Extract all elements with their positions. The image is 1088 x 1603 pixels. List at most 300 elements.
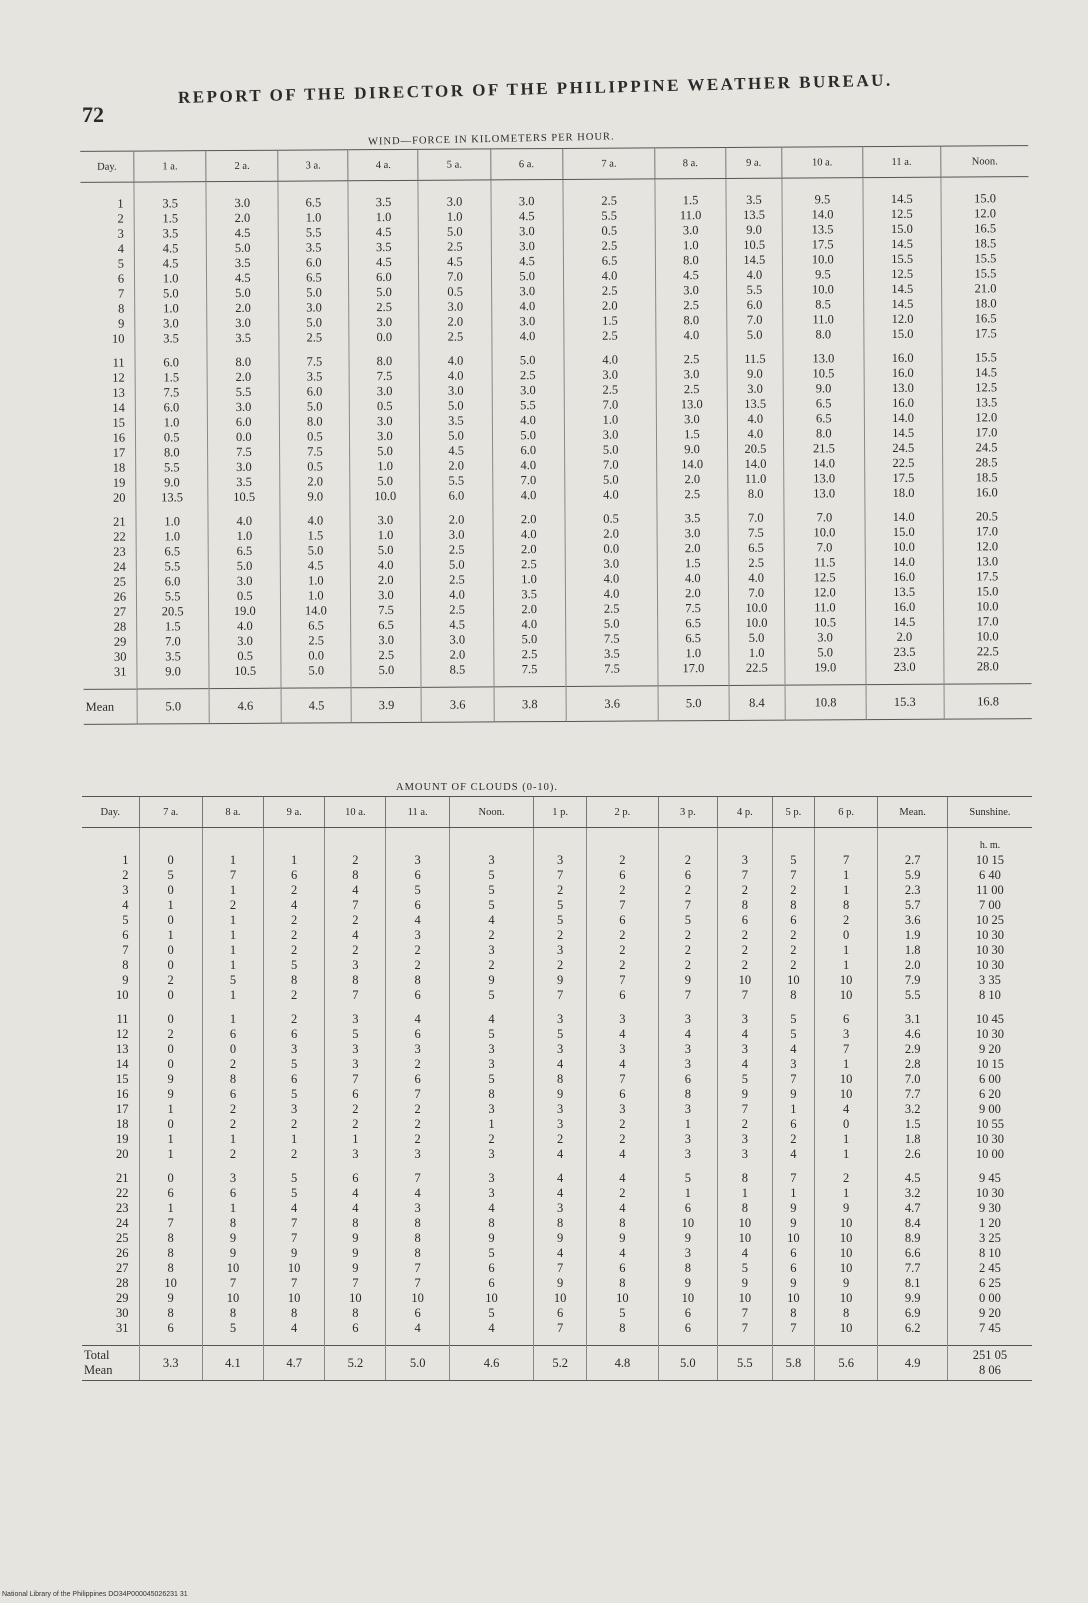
value-cell: 8 — [202, 1072, 263, 1087]
value-cell: 9 — [658, 1276, 717, 1291]
value-cell: 7 — [202, 868, 263, 883]
value-cell: 15.0 — [865, 525, 943, 540]
value-cell: 3 — [449, 1102, 533, 1117]
value-cell: 6 — [386, 1306, 449, 1321]
value-cell: 5.0 — [279, 315, 349, 330]
value-cell: 4 — [814, 1102, 877, 1117]
value-cell: 5.0 — [565, 616, 658, 632]
value-cell: 7 — [587, 1072, 659, 1087]
clouds-row — [82, 1027, 1032, 1042]
value-cell: 5.0 — [421, 557, 493, 572]
value-cell: 7 — [534, 1321, 587, 1336]
value-cell: 10.0 — [943, 599, 1031, 615]
day-cell: 24 — [113, 559, 126, 574]
value-cell: 7 — [325, 988, 386, 1003]
value-cell: 1.8 — [878, 1132, 948, 1147]
value-cell: 17.0 — [943, 614, 1031, 630]
value-cell: 2 — [386, 1057, 449, 1072]
value-cell: 8.0 — [656, 313, 726, 328]
value-cell: 6.5 — [278, 195, 348, 210]
value-cell: 3 — [658, 1246, 717, 1261]
value-cell: 7.0 — [726, 313, 783, 328]
value-cell: 14.5 — [726, 253, 783, 268]
value-cell: 9.0 — [726, 223, 783, 238]
mean-value: 3.8 — [494, 686, 566, 721]
mean-label: Mean — [84, 689, 138, 724]
value-cell: 4.0 — [564, 352, 657, 368]
day-cell: 18 — [112, 460, 126, 475]
value-cell: 8 — [772, 898, 814, 913]
value-cell: 6 — [386, 988, 449, 1003]
value-cell: 3 — [449, 943, 533, 958]
value-cell: 4.5 — [420, 443, 492, 458]
value-cell: 5.0 — [207, 286, 279, 301]
day-cell: 12 — [112, 370, 125, 385]
value-cell: 6 — [386, 868, 449, 883]
value-cell: 22.5 — [864, 456, 942, 471]
day-cell: 8 — [122, 958, 129, 972]
value-cell: 4.0 — [565, 586, 658, 602]
value-cell: 6.0 — [208, 415, 280, 430]
value-cell: 2 — [449, 928, 533, 943]
value-cell: 15.0 — [863, 327, 941, 342]
mean-value: 4.5 — [281, 688, 351, 723]
spacer-cell — [717, 1162, 772, 1171]
day-cell: 9 — [122, 973, 129, 987]
spacer-cell — [202, 1003, 263, 1012]
value-cell: 10 — [139, 1276, 202, 1291]
value-cell: 8 — [325, 973, 386, 988]
value-cell: 6 20 — [947, 1087, 1032, 1102]
value-cell: 2 — [717, 928, 772, 943]
value-cell: 8.0 — [349, 354, 419, 369]
spacer-cell — [139, 828, 202, 854]
value-cell: 1 — [202, 958, 263, 973]
value-cell: 10 — [814, 1321, 877, 1336]
value-cell: 2 — [717, 958, 772, 973]
value-cell: 5.0 — [564, 442, 657, 458]
value-cell: 2 — [386, 1102, 449, 1117]
value-cell: 13.5 — [727, 397, 784, 412]
column-header: 1 p. — [534, 797, 587, 828]
value-cell: 3.1 — [878, 1012, 948, 1027]
spacer-cell — [656, 343, 726, 352]
value-cell: 13.0 — [784, 486, 864, 501]
value-cell: 7 — [717, 1102, 772, 1117]
value-cell: 6.0 — [726, 298, 783, 313]
value-cell: 6.5 — [281, 618, 351, 633]
spacer-cell — [947, 1003, 1032, 1012]
day-cell: 2 — [117, 211, 124, 226]
value-cell: 0 — [139, 1117, 202, 1132]
value-cell: 7 — [587, 898, 659, 913]
value-cell: 3.0 — [420, 383, 492, 398]
value-cell: 1.0 — [281, 573, 351, 588]
column-header: 9 a. — [264, 797, 325, 828]
value-cell: 4.0 — [493, 617, 565, 632]
value-cell: 7 — [717, 868, 772, 883]
value-cell: 2 — [772, 1132, 814, 1147]
day-cell: 30 — [113, 649, 127, 664]
value-cell: 4 — [264, 1321, 325, 1336]
spacer-cell — [82, 1003, 139, 1012]
spacer-cell — [264, 828, 325, 854]
spacer-row — [82, 1162, 1032, 1171]
total-label: Total — [84, 1348, 110, 1362]
clouds-row — [82, 1276, 1032, 1291]
value-cell: 1.0 — [136, 529, 208, 544]
value-cell: 2.5 — [563, 238, 656, 254]
value-cell: 1 — [264, 853, 325, 868]
day-cell: 29 — [116, 1291, 129, 1305]
column-header: 2 a. — [206, 150, 278, 181]
value-cell: 5 — [534, 1027, 587, 1042]
value-cell: 5.0 — [349, 285, 419, 300]
value-cell: 2.5 — [493, 557, 565, 572]
value-cell: 18.5 — [941, 236, 1029, 252]
value-cell: 4.7 — [878, 1201, 948, 1216]
value-cell: 3 — [717, 1147, 772, 1162]
value-cell: 2.5 — [419, 329, 491, 344]
value-cell: 11.0 — [785, 600, 865, 615]
value-cell: 2.0 — [658, 586, 728, 601]
day-cell: 4 — [122, 898, 129, 912]
value-cell: 4.0 — [421, 587, 493, 602]
day-cell: 1 — [117, 196, 124, 211]
value-cell: 0 — [139, 883, 202, 898]
value-cell: 1 — [772, 1102, 814, 1117]
value-cell: 3.5 — [134, 226, 206, 241]
value-cell: 10.5 — [208, 490, 280, 505]
value-cell: 3.5 — [208, 475, 280, 490]
value-cell: 6 — [772, 1261, 814, 1276]
spacer-cell — [657, 502, 727, 511]
value-cell: 6.5 — [351, 618, 421, 633]
value-cell: 3.0 — [350, 513, 420, 528]
value-cell: 8 — [814, 898, 877, 913]
value-cell: 7 — [658, 988, 717, 1003]
value-cell: 4 — [587, 1057, 659, 1072]
value-cell: 4.5 — [206, 226, 278, 241]
value-cell: 0 — [139, 988, 202, 1003]
value-cell: 6 — [658, 1072, 717, 1087]
value-cell: 2 — [202, 1147, 263, 1162]
value-cell: 2.8 — [878, 1057, 948, 1072]
value-cell: 2 — [587, 1186, 659, 1201]
value-cell: 1 — [202, 853, 263, 868]
value-cell: 11.0 — [783, 312, 863, 327]
value-cell: 0.0 — [565, 541, 658, 557]
day-cell: 6 — [117, 271, 125, 286]
spacer-cell — [202, 1162, 263, 1171]
clouds-row — [82, 1291, 1032, 1306]
value-cell: 10 — [386, 1291, 449, 1306]
value-cell: 1.5 — [280, 528, 350, 543]
spacer-cell — [941, 177, 1029, 192]
column-header: 7 a. — [139, 797, 202, 828]
value-cell: 3 — [534, 1201, 587, 1216]
value-cell: 0 — [202, 1042, 263, 1057]
day-cell: 5 — [117, 256, 125, 271]
value-cell: 5.0 — [420, 398, 492, 413]
value-cell: 3 — [264, 1102, 325, 1117]
value-cell: 2.0 — [351, 573, 421, 588]
value-cell: 7 — [534, 988, 587, 1003]
value-cell: 2.0 — [419, 314, 491, 329]
value-cell: 10 30 — [947, 958, 1032, 973]
value-cell: 6 — [202, 1186, 263, 1201]
wind-table-title: WIND—FORCE IN KILOMETERS PER HOUR. — [367, 131, 615, 148]
value-cell: 1 — [202, 883, 263, 898]
value-cell: 1 — [202, 1132, 263, 1147]
value-cell: 2 — [325, 943, 386, 958]
total-sunshine: 251 05 — [972, 1348, 1008, 1362]
value-cell: 8 — [139, 1261, 202, 1276]
value-cell: 3 — [386, 928, 449, 943]
value-cell: 5 — [139, 868, 202, 883]
spacer-cell — [725, 178, 782, 193]
spacer-cell — [325, 1162, 386, 1171]
value-cell: 2 — [202, 1102, 263, 1117]
value-cell: 4.0 — [728, 571, 785, 586]
value-cell: 6 — [587, 1087, 659, 1102]
value-cell: 6.0 — [279, 255, 349, 270]
value-cell: 1 — [814, 1147, 877, 1162]
value-cell: 3.0 — [349, 315, 419, 330]
value-cell: 20.5 — [943, 509, 1031, 525]
value-cell: 1 — [814, 1186, 877, 1201]
spacer-row — [82, 1003, 1032, 1012]
value-cell: 1 — [814, 958, 877, 973]
spacer-cell — [449, 1162, 533, 1171]
value-cell: 2.5 — [492, 368, 564, 383]
spacer-cell — [878, 828, 948, 854]
value-cell: 13.0 — [783, 351, 863, 366]
value-cell: 3.5 — [134, 196, 206, 211]
value-cell: 4 — [658, 1027, 717, 1042]
value-cell: 7.5 — [280, 444, 350, 459]
value-cell: 10 — [814, 1072, 877, 1087]
value-cell: 1 — [658, 1117, 717, 1132]
spacer-cell — [587, 1003, 659, 1012]
value-cell: 2.5 — [349, 300, 419, 315]
value-cell: 4.5 — [491, 254, 563, 269]
value-cell: 10.0 — [865, 540, 943, 555]
spacer-cell — [655, 178, 725, 193]
value-cell: 4.0 — [565, 487, 658, 503]
day-cell: 22 — [116, 1186, 129, 1200]
value-cell: 15.5 — [941, 251, 1029, 267]
value-cell: 12.5 — [863, 267, 941, 282]
value-cell: 3.0 — [206, 196, 278, 211]
value-cell: 6 — [264, 1027, 325, 1042]
spacer-cell — [658, 1162, 717, 1171]
value-cell: 2 — [139, 973, 202, 988]
value-cell: 10 — [587, 1291, 659, 1306]
value-cell: 6.5 — [279, 270, 349, 285]
value-cell: 5.0 — [350, 444, 420, 459]
mean-value: 3.6 — [566, 686, 659, 722]
value-cell: 0 — [139, 943, 202, 958]
value-cell: 3 — [658, 1132, 717, 1147]
value-cell: 3 — [587, 1102, 659, 1117]
column-header: Sunshine. — [947, 797, 1032, 828]
value-cell: 6 — [587, 913, 659, 928]
value-cell: 3.0 — [419, 299, 491, 314]
value-cell: 17.0 — [943, 524, 1031, 540]
spacer-cell — [814, 1162, 877, 1171]
value-cell: 3.5 — [207, 256, 279, 271]
mean-value: 5.8 — [772, 1346, 814, 1381]
mean-value: 4.6 — [449, 1346, 533, 1381]
column-header: 5 a. — [418, 149, 490, 180]
value-cell: 3.0 — [785, 630, 865, 645]
mean-value: 3.9 — [351, 687, 421, 722]
value-cell: 6 — [587, 988, 659, 1003]
value-cell: 3 — [449, 1147, 533, 1162]
value-cell: 3 — [325, 958, 386, 973]
value-cell: 5 — [449, 883, 533, 898]
value-cell: 9 — [139, 1291, 202, 1306]
spacer-cell — [449, 828, 533, 854]
value-cell: 2 — [386, 1132, 449, 1147]
value-cell: 16.0 — [864, 351, 942, 366]
value-cell: 4 — [587, 1246, 659, 1261]
column-header: Noon. — [449, 797, 533, 828]
value-cell: 8 — [386, 1231, 449, 1246]
clouds-row — [82, 898, 1032, 913]
value-cell: 7 — [772, 1171, 814, 1186]
column-header: 10 a. — [782, 147, 863, 178]
spacer-cell — [139, 1003, 202, 1012]
clouds-row — [82, 1042, 1032, 1057]
value-cell: 4.5 — [491, 209, 563, 224]
clouds-row — [82, 868, 1032, 883]
value-cell: 12.0 — [785, 585, 865, 600]
value-cell: 6.6 — [878, 1246, 948, 1261]
value-cell: 3 — [534, 853, 587, 868]
value-cell: 24.5 — [864, 441, 942, 456]
value-cell: 24.5 — [942, 440, 1030, 456]
value-cell: 4.0 — [563, 268, 656, 284]
sunshine-units: h. m. — [947, 828, 1032, 854]
value-cell: 16.5 — [941, 221, 1029, 237]
value-cell: 6 — [717, 913, 772, 928]
value-cell: 6 — [658, 868, 717, 883]
value-cell: 6.5 — [563, 253, 656, 269]
value-cell: 2.0 — [207, 301, 279, 316]
value-cell: 3.5 — [657, 511, 727, 526]
value-cell: 2.9 — [878, 1042, 948, 1057]
value-cell: 2 — [386, 943, 449, 958]
value-cell: 8.5 — [421, 662, 493, 677]
value-cell: 3.0 — [491, 194, 563, 209]
spacer-cell — [863, 342, 941, 351]
value-cell: 1.5 — [134, 211, 206, 226]
value-cell: 8 — [325, 1216, 386, 1231]
value-cell: 3.5 — [279, 240, 349, 255]
value-cell: 8 — [139, 1246, 202, 1261]
value-cell: 1.5 — [658, 556, 728, 571]
column-header: 10 a. — [325, 797, 386, 828]
value-cell: 7 — [386, 1171, 449, 1186]
clouds-row — [82, 1147, 1032, 1162]
value-cell: 3 — [658, 1147, 717, 1162]
value-cell: 1 — [202, 988, 263, 1003]
value-cell: 9 — [325, 1261, 386, 1276]
value-cell: 4.5 — [419, 254, 491, 269]
value-cell: 10 — [772, 1291, 814, 1306]
value-cell: 7 — [772, 1072, 814, 1087]
column-header: Day. — [82, 797, 139, 828]
value-cell: 3.0 — [350, 414, 420, 429]
clouds-row — [82, 1102, 1032, 1117]
value-cell: 9.0 — [136, 475, 208, 490]
column-header: 11 a. — [862, 146, 941, 177]
value-cell: 3.0 — [656, 223, 726, 238]
footer-credit: National Library of the Philippines DO34P000045026231 31 — [2, 1591, 188, 1598]
value-cell: 6 — [587, 1261, 659, 1276]
value-cell: 6.5 — [728, 541, 785, 556]
value-cell: 6 — [325, 1087, 386, 1102]
value-cell: 2 — [658, 943, 717, 958]
value-cell: 4.0 — [491, 299, 563, 314]
value-cell: 7.5 — [565, 631, 658, 647]
sunshine-total-mean — [947, 1346, 1032, 1381]
mean-value: 3.6 — [421, 687, 493, 722]
value-cell: 10 — [264, 1261, 325, 1276]
value-cell: 7 — [717, 1321, 772, 1336]
value-cell: 1 — [814, 1132, 877, 1147]
clouds-row — [82, 943, 1032, 958]
clouds-row — [82, 1231, 1032, 1246]
value-cell: 3 — [386, 1042, 449, 1057]
value-cell: 2 — [264, 928, 325, 943]
value-cell: 1 — [139, 898, 202, 913]
value-cell: 9 — [449, 1231, 533, 1246]
value-cell: 4.5 — [207, 271, 279, 286]
clouds-row — [82, 1057, 1032, 1072]
day-cell: 23 — [113, 544, 126, 559]
value-cell: 7.0 — [492, 473, 564, 488]
value-cell: 10.0 — [784, 525, 864, 540]
clouds-row — [82, 988, 1032, 1003]
value-cell: 7 — [325, 898, 386, 913]
spacer-cell — [208, 505, 280, 514]
value-cell: 1 — [658, 1186, 717, 1201]
spacer-cell — [264, 1003, 325, 1012]
value-cell: 3 — [717, 1042, 772, 1057]
value-cell: 1.0 — [350, 528, 420, 543]
day-cell: 6 — [122, 928, 129, 942]
value-cell: 9.5 — [783, 267, 863, 282]
value-cell: 4 — [534, 1186, 587, 1201]
value-cell: 3 — [325, 1042, 386, 1057]
value-cell: 7.5 — [658, 601, 728, 616]
value-cell: 0 — [139, 853, 202, 868]
value-cell: 4 — [587, 1171, 659, 1186]
clouds-table-title: AMOUNT OF CLOUDS (0-10). — [396, 782, 559, 793]
value-cell: 3.5 — [493, 587, 565, 602]
day-cell: 8 — [118, 301, 125, 316]
value-cell: 6 — [449, 1261, 533, 1276]
column-header: Noon. — [941, 146, 1029, 178]
spacer-cell — [351, 678, 421, 688]
value-cell: 10.0 — [728, 601, 785, 616]
value-cell: 1.5 — [137, 619, 209, 634]
value-cell: 2.6 — [878, 1147, 948, 1162]
value-cell: 21.5 — [784, 441, 864, 456]
